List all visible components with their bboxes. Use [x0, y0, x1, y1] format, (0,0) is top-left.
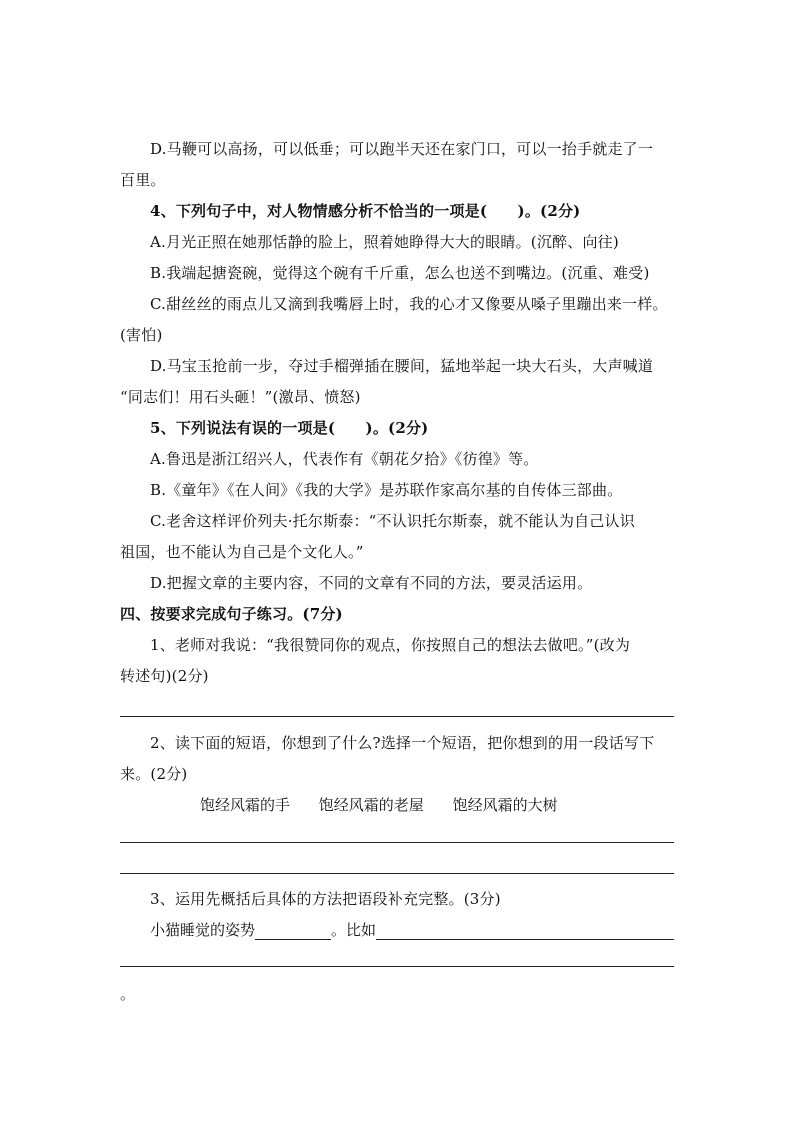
q5-option-c-line2: 祖国，也不能认为自己是个文化人。”: [120, 543, 364, 561]
s4-q1-line1: 1、老师对我说：“我很赞同你的观点，你按照自己的想法去做吧。”(改为: [150, 636, 631, 654]
answer-line-q2b[interactable]: [120, 873, 674, 874]
q3-option-d-line1: D.马鞭可以高扬，可以低垂；可以跑半天还在家门口，可以一抬手就走了一: [150, 140, 654, 158]
posture-blank[interactable]: [255, 923, 331, 940]
answer-line-q2a[interactable]: [120, 842, 674, 843]
q4-option-d-line1: D.马宝玉抢前一步，夺过手榴弹插在腰间，猛地举起一块大石头，大声喊道: [150, 357, 654, 375]
answer-line-q3[interactable]: [120, 966, 674, 967]
q4-option-d-line2: “同志们！用石头砸！”(激昂、愤怒): [120, 388, 361, 406]
q4-option-c-line2: (害怕): [120, 326, 163, 344]
s4-q3-fill-row: [150, 920, 674, 940]
q5-option-c-line1: C.老舍这样评价列夫·托尔斯泰：“不认识托尔斯泰，就不能认为自己认识: [150, 512, 635, 530]
q5-option-b: B.《童年》《在人间》《我的大学》是苏联作家高尔基的自传体三部曲。: [150, 481, 623, 499]
s4-q1-line2: 转述句)(2分): [120, 667, 209, 685]
q3-option-d-line2: 百里。: [120, 171, 166, 189]
q4-option-c-line1: C.甜丝丝的雨点儿又滴到我嘴唇上时，我的心才又像要从嗓子里蹦出来一样。: [150, 295, 668, 313]
q5-stem: 5、下列说法有误的一项是( )。(2分): [150, 419, 429, 437]
s4-q2-line1: 2、读下面的短语，你想到了什么?选择一个短语，把你想到的用一段话写下: [150, 734, 655, 752]
end-mark: 。: [120, 985, 136, 1003]
phrase-list: [200, 795, 582, 815]
q3-mid: 。比如: [331, 921, 377, 939]
s4-q3-stem: 3、运用先概括后具体的方法把语段补充完整。(3分): [150, 890, 501, 908]
phrase-1: 饱经风霜的手: [200, 796, 291, 814]
q4-option-b: B.我端起搪瓷碗，觉得这个碗有千斤重，怎么也送不到嘴边。(沉重、难受): [150, 264, 650, 282]
section4-title: 四、按要求完成句子练习。(7分): [120, 605, 343, 623]
q4-option-a: A.月光正照在她那恬静的脸上，照着她睁得大大的眼睛。(沉醉、向往): [150, 233, 619, 251]
phrase-2: 饱经风霜的老屋: [318, 796, 424, 814]
phrase-3: 饱经风霜的大树: [452, 796, 558, 814]
q5-option-a: A.鲁迅是浙江绍兴人，代表作有《朝花夕拾》《彷徨》等。: [150, 450, 539, 468]
s4-q2-line2: 来。(2分): [120, 765, 188, 783]
q3-prefix: 小猫睡觉的姿势: [150, 921, 256, 939]
example-blank[interactable]: [376, 923, 674, 940]
answer-line-q1[interactable]: [120, 716, 674, 717]
q4-stem: 4、下列句子中，对人物情感分析不恰当的一项是( )。(2分): [150, 202, 581, 220]
q5-option-d: D.把握文章的主要内容，不同的文章有不同的方法，要灵活运用。: [150, 574, 593, 592]
